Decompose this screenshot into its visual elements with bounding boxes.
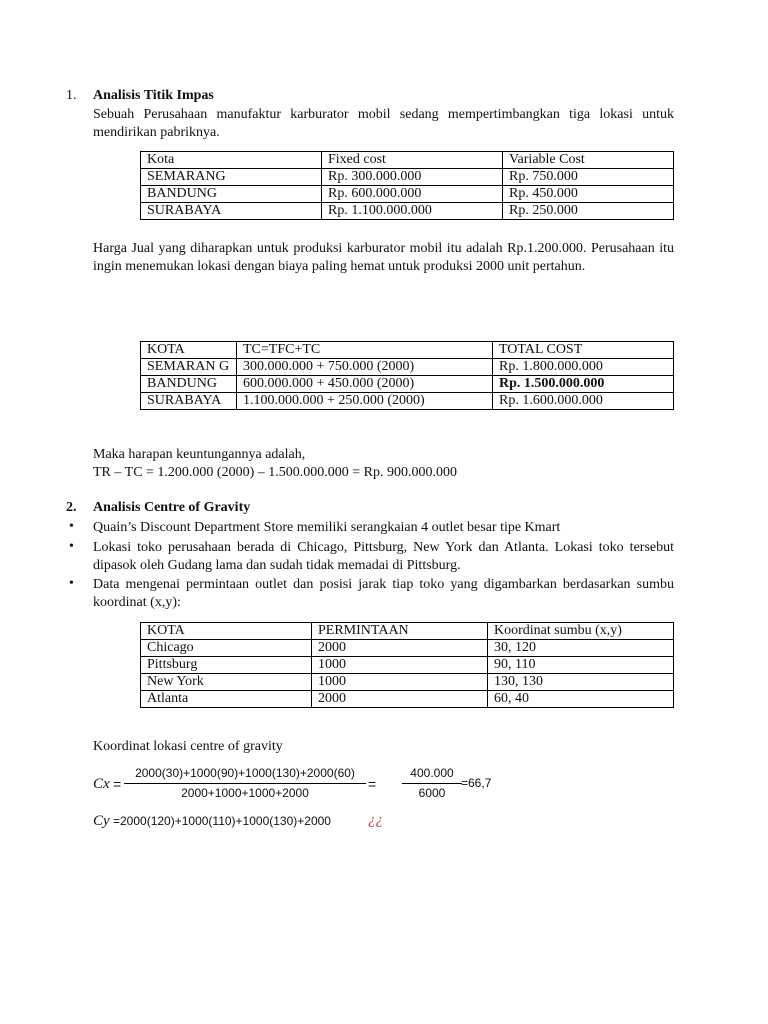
table-cell: Pittsburg <box>141 657 312 674</box>
equals-sign: = <box>368 776 377 792</box>
table-row <box>141 186 674 203</box>
table-cell: 1000 <box>312 674 488 691</box>
bullet-icon: • <box>69 539 74 554</box>
section1-intro: Sebuah Perusahaan manufaktur karburator mobil sedang mempertimbangkan tiga lokasi untuk mendirikan pabriknya. <box>93 107 674 140</box>
table-cell: Rp. 1.600.000.000 <box>493 393 674 410</box>
cy-error-marks: ¿¿ <box>368 812 383 828</box>
table-cell: 1000 <box>312 657 488 674</box>
table-cell: SURABAYA <box>141 203 322 220</box>
table-cell: SURABAYA <box>141 393 237 410</box>
cx-result: =66,7 <box>461 776 492 790</box>
table-header: Fixed cost <box>322 152 503 169</box>
table-header: TOTAL COST <box>493 342 674 359</box>
table-row <box>141 657 674 674</box>
table-cell: Rp. 450.000 <box>503 186 674 203</box>
table-cell: Chicago <box>141 640 312 657</box>
fraction-line <box>402 783 462 784</box>
equals-sign: = <box>113 776 122 792</box>
table-header-row <box>141 152 674 169</box>
bullet-icon: • <box>69 519 74 534</box>
table-row <box>141 691 674 708</box>
table-cell: New York <box>141 674 312 691</box>
table-header-row <box>141 342 674 359</box>
table-cell: Rp. 250.000 <box>503 203 674 220</box>
table-cell: 30, 120 <box>488 640 674 657</box>
table-cell: BANDUNG <box>141 186 322 203</box>
fraction-line <box>124 783 366 784</box>
cx-symbol: Cx <box>93 776 110 792</box>
table-header: KOTA <box>141 342 237 359</box>
fixed-variable-cost-table <box>140 151 674 220</box>
table-cell: 1.100.000.000 + 250.000 (2000) <box>237 393 493 410</box>
conclusion-line-1: Maka harapan keuntungannya adalah, <box>93 447 306 462</box>
bullet-icon: • <box>69 576 74 591</box>
cx-mid-numerator: 400.000 <box>410 766 454 780</box>
table-header-row <box>141 623 674 640</box>
table-cell: BANDUNG <box>141 376 237 393</box>
table-cell: 300.000.000 + 750.000 (2000) <box>237 359 493 376</box>
table-cell: 60, 40 <box>488 691 674 708</box>
table-cell: SEMARAN G <box>141 359 237 376</box>
table-header: Variable Cost <box>503 152 674 169</box>
table-header: KOTA <box>141 623 312 640</box>
table-row <box>141 640 674 657</box>
cog-label: Koordinat lokasi centre of gravity <box>93 739 283 754</box>
cy-expression: =2000(120)+1000(110)+1000(130)+2000 <box>113 814 331 828</box>
table-cell: Rp. 600.000.000 <box>322 186 503 203</box>
bullet-item: Quain’s Discount Department Store memiliki serangkaian 4 outlet besar tipe Kmart <box>93 520 561 535</box>
table-cell: Atlanta <box>141 691 312 708</box>
bullet-item: Lokasi toko perusahaan berada di Chicago, Pittsburg, New York dan Atlanta. Lokasi toko tersebut dipasok oleh Gudang lama dan sudah tidak memadai di Pittsburg. <box>93 540 674 573</box>
cx-numerator: 2000(30)+1000(90)+1000(130)+2000(60) <box>135 766 355 780</box>
table-row <box>141 376 674 393</box>
table-cell: 2000 <box>312 691 488 708</box>
table-row <box>141 393 674 410</box>
table-header: Kota <box>141 152 322 169</box>
table-cell: 2000 <box>312 640 488 657</box>
section1-paragraph2: Harga Jual yang diharapkan untuk produksi karburator mobil itu adalah Rp.1.200.000. Perusahaan itu ingin menemukan lokasi dengan biaya paling hemat untuk produksi 2000 unit pertahun. <box>93 241 674 274</box>
total-cost-table <box>140 341 674 410</box>
table-header: Koordinat sumbu (x,y) <box>488 623 674 640</box>
section1-title: Analisis Titik Impas <box>93 88 214 103</box>
section1-number: 1. <box>66 88 77 103</box>
table-header: PERMINTAAN <box>312 623 488 640</box>
table-row <box>141 359 674 376</box>
table-header: TC=TFC+TC <box>237 342 493 359</box>
table-row <box>141 169 674 186</box>
table-cell: Rp. 300.000.000 <box>322 169 503 186</box>
section2-number: 2. <box>66 500 77 515</box>
table-cell: Rp. 750.000 <box>503 169 674 186</box>
cx-mid-denominator: 6000 <box>418 786 446 800</box>
table-cell: SEMARANG <box>141 169 322 186</box>
table-row <box>141 203 674 220</box>
table-cell: 130, 130 <box>488 674 674 691</box>
table-cell: Rp. 1.800.000.000 <box>493 359 674 376</box>
cy-symbol: Cy <box>93 813 110 829</box>
conclusion-line-2: TR – TC = 1.200.000 (2000) – 1.500.000.000 = Rp. 900.000.000 <box>93 465 457 480</box>
bullet-item: Data mengenai permintaan outlet dan posisi jarak tiap toko yang digambarkan berdasarkan sumbu koordinat (x,y): <box>93 577 674 610</box>
demand-coordinate-table <box>140 622 674 708</box>
table-cell: Rp. 1.100.000.000 <box>322 203 503 220</box>
table-cell-highlight: Rp. 1.500.000.000 <box>493 376 674 393</box>
table-cell: 90, 110 <box>488 657 674 674</box>
cx-denominator: 2000+1000+1000+2000 <box>181 786 309 800</box>
table-row <box>141 674 674 691</box>
section2-title: Analisis Centre of Gravity <box>93 500 251 515</box>
table-cell: 600.000.000 + 450.000 (2000) <box>237 376 493 393</box>
